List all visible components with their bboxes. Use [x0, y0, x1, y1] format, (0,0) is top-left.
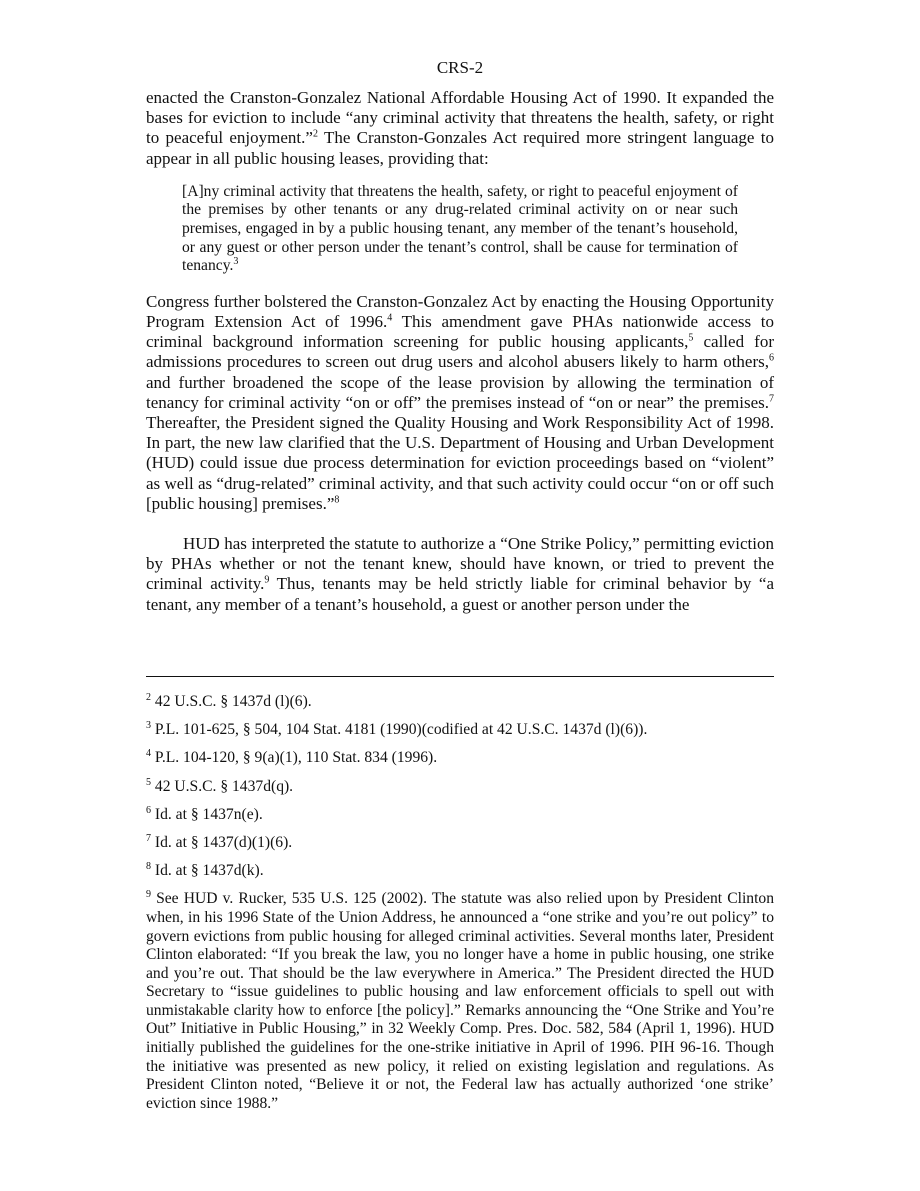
paragraph-2-text-a: Congress further bolstered the Cranston-Gonzalez Act by enacting the Housing Opportunity Program Extension Act of 1996. [146, 291, 774, 331]
page-header: CRS-2 [436, 58, 484, 77]
footnote-text: P.L. 104-120, § 9(a)(1), 110 Stat. 834 (1996). [151, 749, 438, 767]
paragraph-1 [146, 88, 774, 169]
paragraph-2-text-b: This amendment gave PHAs nationwide access to criminal background information screening for public housing applicants, [146, 311, 774, 352]
paragraph-gap [146, 514, 774, 534]
page-body [146, 0, 774, 615]
footnote-7 [146, 834, 774, 853]
footnote-number: 9 [146, 889, 151, 901]
footnote-ref-5: 5 [688, 332, 694, 344]
footnote-number: 6 [146, 804, 151, 816]
paragraph-1-text-a: enacted the Cranston-Gonzalez National Affordable Housing Act of 1990. It expanded the bases for eviction to include “any criminal activity that threatens the health, safety, or right to peaceful enjoyment.” [146, 88, 774, 148]
footnote-number: 2 [146, 691, 151, 703]
footnote-text: 42 U.S.C. § 1437d (l)(6). [151, 693, 312, 710]
paragraph-3 [146, 534, 774, 615]
footnote-ref-6: 6 [769, 352, 774, 364]
footnote-ref-2: 2 [312, 128, 318, 140]
block-quote [182, 183, 738, 276]
footnote-8 [146, 862, 774, 881]
footnote-ref-4: 4 [387, 312, 393, 324]
footnote-text: Id. at § 1437n(e). [151, 805, 263, 823]
block-quote-text: [A]ny criminal activity that threatens the health, safety, or right to peaceful enjoyment of the premises by other tenants or any drug-related criminal activity on or near such premises, engaged in by a public housing tenant, any member of the tenant’s household, or any guest or other person under the tenant’s control, shall be cause for termination of tenancy. [182, 182, 738, 275]
footnote-text: 42 U.S.C. § 1437d(q). [151, 777, 294, 795]
footnote-text: Id. at § 1437(d)(1)(6). [151, 833, 293, 851]
footnote-ref-9: 9 [264, 574, 270, 586]
footnote-4 [146, 749, 774, 768]
paragraph-1-text-b: The Cranston-Gonzales Act required more stringent language to appear in all public housing leases, providing that: [146, 128, 774, 168]
paragraph-2-text-e: Thereafter, the President signed the Quality Housing and Work Responsibility Act of 1998. In part, the new law clarified that the U.S. Department of Housing and Urban Development (HUD) could issue due process determination for eviction proceedings based on “violent” as well as “drug-related” criminal activity, and that such activity could occur “on or off such [public housing] premises.” [146, 413, 774, 513]
footnote-ref-7: 7 [769, 393, 774, 405]
footnote-2 [146, 693, 774, 712]
footnote-ref-3: 3 [233, 256, 239, 267]
footnote-number: 8 [146, 860, 151, 872]
footnote-text: P.L. 101-625, § 504, 104 Stat. 4181 (1990)(codified at 42 U.S.C. 1437d (l)(6)). [151, 721, 648, 739]
footnote-text: See HUD v. Rucker, 535 U.S. 125 (2002). The statute was also relied upon by President Clinton when, in his 1996 State of the Union Address, he announced a “one strike and you’re out policy” to govern evictions from public housing for alleged criminal activities. Several months later, President Clinton elaborated: “If you break the law, you no longer have a home in public housing, one strike and you’re out. That should be the law everywhere in America.” The President directed the HUD Secretary to “issue guidelines to public housing and law enforcement officials to spell out with unmistakable clarity how to enforce [the policy].” Remarks announcing the “One Strike and You’re Out” Initiative in Public Housing,” in 32 Weekly Comp. Pres. Doc. 582, 584 (April 1, 1996). HUD initially published the guidelines for the one-strike initiative in April of 1996. PIH 96-16. Though the initiative was presented as new policy, it relied on existing legislation and regulations. As President Clinton noted, “Believe it or not, the Federal law has actually authorized ‘one strike’ eviction since 1988.” [146, 890, 774, 1112]
footnote-separator [146, 676, 774, 677]
footnote-number: 3 [146, 720, 151, 731]
footnote-6 [146, 806, 774, 825]
footnote-number: 4 [146, 748, 151, 760]
paragraph-2 [146, 292, 774, 514]
footnote-3 [146, 721, 774, 740]
paragraph-2-text-d: and further broadened the scope of the lease provision by allowing the termination of tenancy for criminal activity “on or off” the premises instead of “on or near” the premises. [146, 372, 774, 412]
footnote-ref-8: 8 [334, 494, 340, 506]
paragraph-3-text-b: Thus, tenants may be held strictly liable for criminal behavior by “a tenant, any member of a tenant’s household, a guest or another person under the [146, 574, 774, 614]
footnotes [146, 693, 774, 1123]
paragraph-3-text-a: HUD has interpreted the statute to authorize a “One Strike Policy,” permitting eviction by PHAs whether or not the tenant knew, should have known, or tried to prevent the criminal activity. [146, 534, 774, 594]
footnote-5 [146, 778, 774, 797]
footnote-number: 7 [146, 832, 151, 844]
paragraph-2-text-c: called for admissions procedures to screen out drug users and alcohol abusers likely to harm others, [146, 332, 774, 372]
footnote-number: 5 [146, 776, 151, 788]
footnote-text: Id. at § 1437d(k). [151, 862, 264, 880]
footnote-9 [146, 890, 774, 1113]
